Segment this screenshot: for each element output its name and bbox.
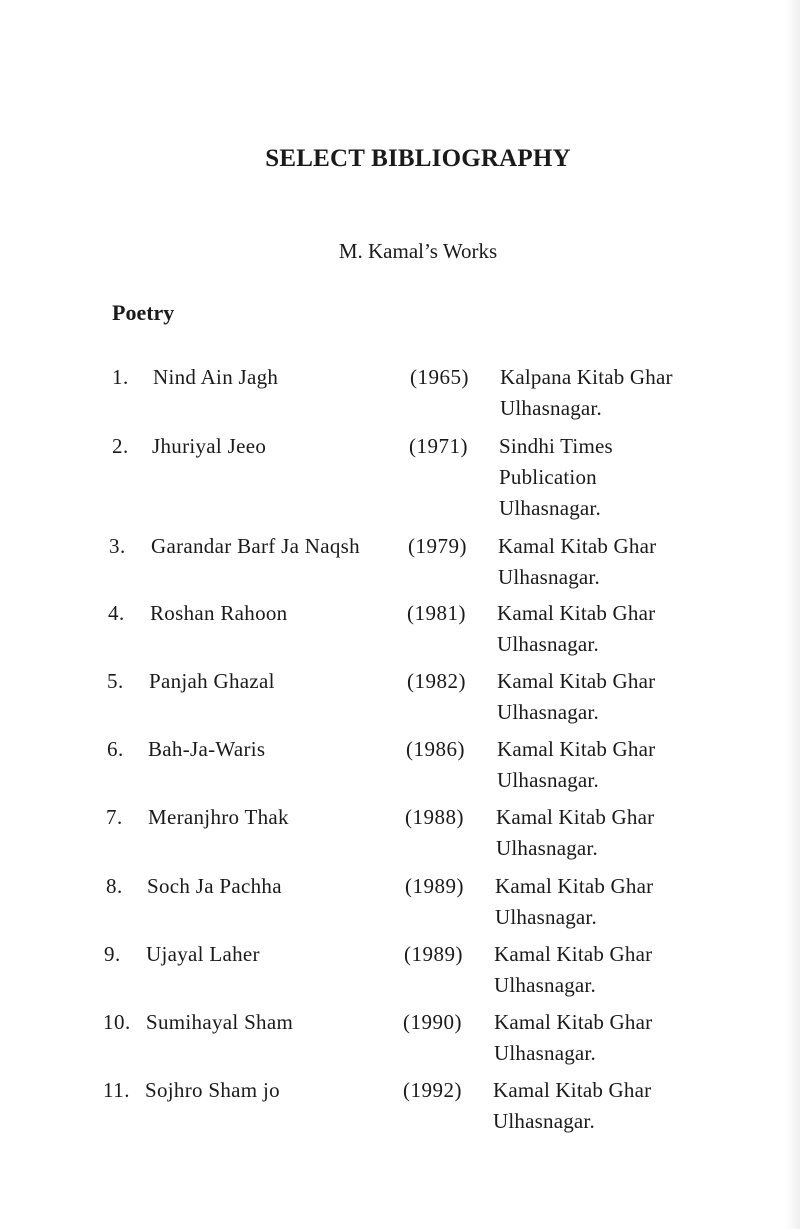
entry-number: 9. <box>104 942 121 966</box>
page-title: SELECT BIBLIOGRAPHY <box>265 145 571 172</box>
publisher-line: Ulhasnagar. <box>494 1041 596 1065</box>
publisher-line: Kamal Kitab Ghar <box>497 669 656 693</box>
entry-publisher <box>498 531 758 593</box>
entry-year: (1971) <box>409 434 468 458</box>
entry-year: (1982) <box>407 669 466 693</box>
entry-number: 8. <box>106 874 123 898</box>
entry-publisher <box>499 431 759 524</box>
publisher-line: Kamal Kitab Ghar <box>497 737 656 761</box>
entry-title: Jhuriyal Jeeo <box>152 434 267 458</box>
entry-title: Sojhro Sham jo <box>145 1078 280 1102</box>
entry-publisher <box>497 734 757 796</box>
publisher-line: Kamal Kitab Ghar <box>496 805 655 829</box>
entry-number: 7. <box>106 805 123 829</box>
publisher-line: Ulhasnagar. <box>494 973 596 997</box>
entry-publisher <box>497 666 757 728</box>
publisher-line: Kamal Kitab Ghar <box>497 601 656 625</box>
publisher-line: Ulhasnagar. <box>495 905 597 929</box>
page-edge-shadow <box>786 0 800 1229</box>
page-subtitle: M. Kamal’s Works <box>338 239 498 263</box>
entry-title: Nind Ain Jagh <box>153 365 279 389</box>
entry-publisher <box>500 362 760 424</box>
entry-number: 10. <box>103 1010 131 1034</box>
publisher-line: Ulhasnagar. <box>499 496 601 520</box>
entry-publisher <box>495 871 755 933</box>
publisher-line: Ulhasnagar. <box>500 396 602 420</box>
section-heading-poetry: Poetry <box>112 300 175 325</box>
entry-year: (1979) <box>408 534 467 558</box>
entry-title: Sumihayal Sham <box>146 1010 294 1034</box>
entry-publisher <box>496 802 756 864</box>
publisher-line: Kamal Kitab Ghar <box>498 534 657 558</box>
entry-title: Roshan Rahoon <box>150 601 288 625</box>
publisher-line: Ulhasnagar. <box>497 632 599 656</box>
entry-publisher <box>493 1075 753 1137</box>
publisher-line: Sindhi Times <box>499 434 613 458</box>
publisher-line: Ulhasnagar. <box>496 836 598 860</box>
entry-publisher <box>494 1007 754 1069</box>
entry-year: (1965) <box>410 365 469 389</box>
entry-number: 5. <box>107 669 124 693</box>
entry-title: Bah-Ja-Waris <box>148 737 266 761</box>
entry-year: (1986) <box>406 737 465 761</box>
publisher-line: Kalpana Kitab Ghar <box>500 365 673 389</box>
publisher-line: Ulhasnagar. <box>498 565 600 589</box>
entry-year: (1989) <box>405 874 464 898</box>
entry-title: Panjah Ghazal <box>149 669 275 693</box>
entry-year: (1990) <box>403 1010 462 1034</box>
entry-year: (1981) <box>407 601 466 625</box>
entry-year: (1989) <box>404 942 463 966</box>
entry-publisher <box>494 939 754 1001</box>
entry-year: (1988) <box>405 805 464 829</box>
publisher-line: Kamal Kitab Ghar <box>494 1010 653 1034</box>
entry-number: 1. <box>112 365 129 389</box>
entry-title: Garandar Barf Ja Naqsh <box>151 534 360 558</box>
publisher-line: Ulhasnagar. <box>493 1109 595 1133</box>
publisher-line: Ulhasnagar. <box>497 700 599 724</box>
entry-title: Ujayal Laher <box>146 942 260 966</box>
publisher-line: Ulhasnagar. <box>497 768 599 792</box>
entry-title: Soch Ja Pachha <box>147 874 282 898</box>
entry-number: 3. <box>109 534 126 558</box>
publisher-line: Kamal Kitab Ghar <box>495 874 654 898</box>
entry-number: 11. <box>103 1078 130 1102</box>
publisher-line: Kamal Kitab Ghar <box>493 1078 652 1102</box>
entry-number: 2. <box>112 434 129 458</box>
entry-number: 6. <box>107 737 124 761</box>
entry-number: 4. <box>108 601 125 625</box>
publisher-line: Kamal Kitab Ghar <box>494 942 653 966</box>
entry-year: (1992) <box>403 1078 462 1102</box>
publisher-line: Publication <box>499 465 597 489</box>
entry-title: Meranjhro Thak <box>148 805 289 829</box>
entry-publisher <box>497 598 757 660</box>
